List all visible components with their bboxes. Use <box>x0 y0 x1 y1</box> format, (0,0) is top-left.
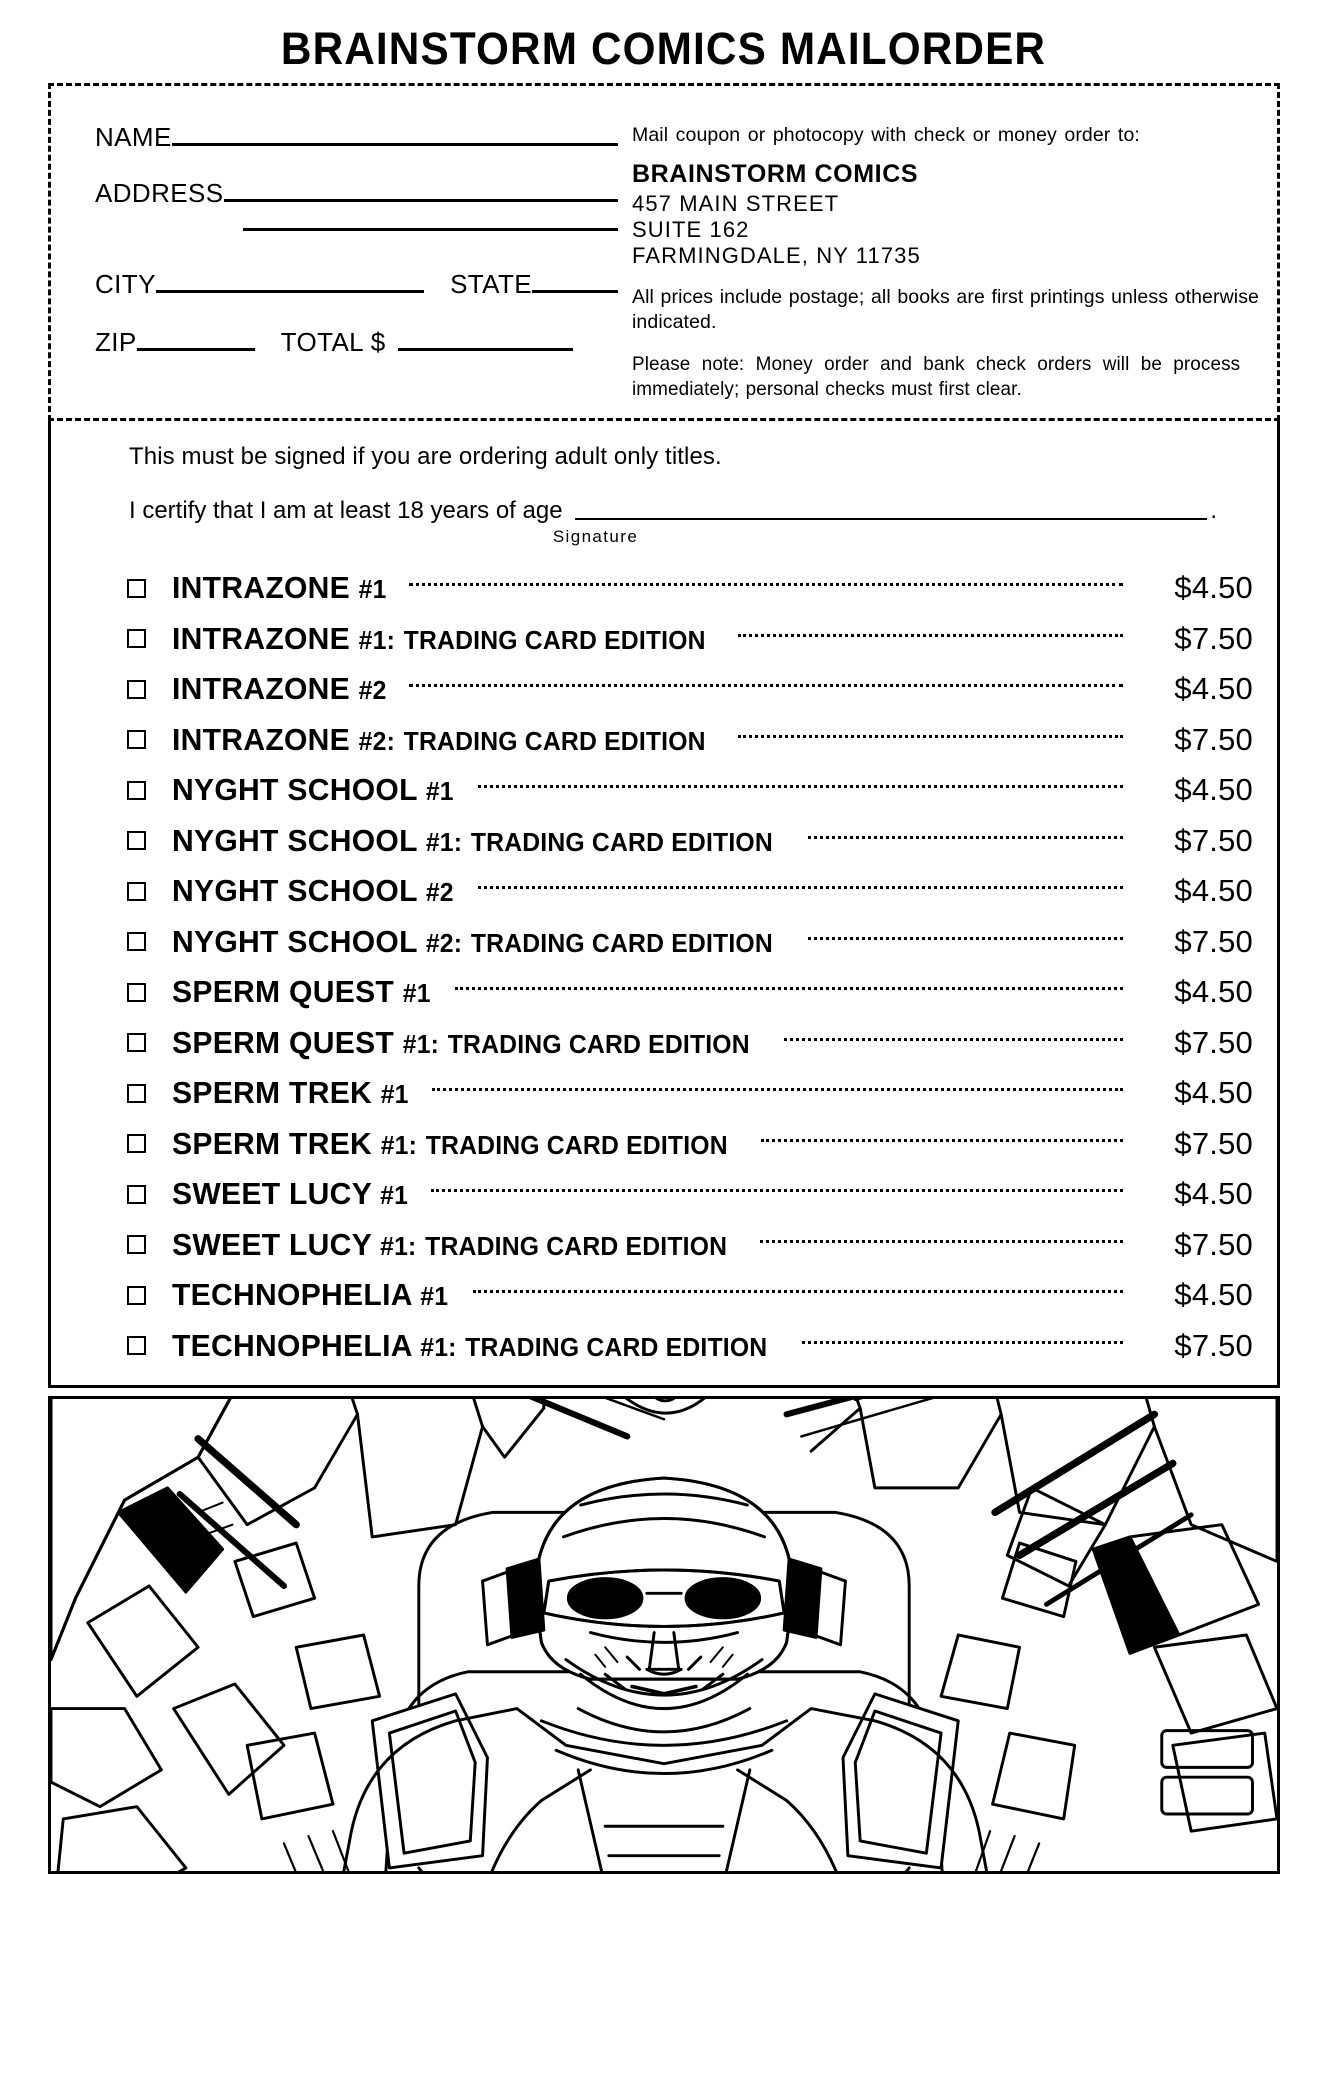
product-checkbox[interactable] <box>127 983 146 1002</box>
product-price: $4.50 <box>1174 1277 1253 1313</box>
product-issue: #1 <box>420 1283 449 1312</box>
product-checkbox[interactable] <box>127 831 146 850</box>
product-issue: #2 <box>425 879 454 908</box>
product-issue: #1: <box>402 1030 440 1059</box>
product-row[interactable] <box>127 1321 1253 1372</box>
product-title <box>172 1227 727 1263</box>
price-leader <box>760 1240 1123 1243</box>
product-checkbox[interactable] <box>127 1286 146 1305</box>
product-title <box>172 1277 448 1313</box>
product-row[interactable] <box>127 1220 1253 1271</box>
address-label: ADDRESS <box>95 178 224 208</box>
mailorder-page <box>0 23 1327 2074</box>
price-leader <box>761 1139 1123 1142</box>
order-body <box>48 421 1280 1388</box>
field-zip-total[interactable] <box>95 329 618 355</box>
address-line-1: 457 MAIN STREET <box>632 191 840 217</box>
product-price: $4.50 <box>1174 570 1253 606</box>
product-title <box>172 722 706 758</box>
city-label: CITY <box>95 269 156 299</box>
product-price: $7.50 <box>1174 1024 1253 1060</box>
pilot-cockpit-illustration <box>51 1399 1277 1871</box>
product-edition: TRADING CARD EDITION <box>470 929 773 958</box>
product-checkbox[interactable] <box>127 629 146 648</box>
product-title <box>172 621 706 657</box>
product-title <box>172 1126 728 1162</box>
field-address[interactable] <box>95 180 618 206</box>
product-issue: #2: <box>425 929 463 958</box>
price-leader <box>432 1088 1123 1091</box>
product-checkbox[interactable] <box>127 1084 146 1103</box>
product-edition: TRADING CARD EDITION <box>425 1131 728 1160</box>
name-label: NAME <box>95 122 172 152</box>
product-edition: TRADING CARD EDITION <box>465 1333 768 1362</box>
city-input-rule[interactable] <box>156 290 424 293</box>
signature-label: Signature <box>552 527 639 546</box>
field-address-line2[interactable] <box>95 228 618 235</box>
state-input-rule[interactable] <box>532 290 618 293</box>
address2-input-rule[interactable] <box>243 228 618 231</box>
price-leader <box>431 1189 1123 1192</box>
product-name: SWEET LUCY <box>172 1176 372 1212</box>
product-checkbox[interactable] <box>127 882 146 901</box>
product-checkbox[interactable] <box>127 1336 146 1355</box>
product-price: $7.50 <box>1174 822 1253 858</box>
product-price: $7.50 <box>1174 923 1253 959</box>
address-input-rule[interactable] <box>224 199 619 202</box>
product-issue: #1 <box>380 1182 409 1211</box>
comic-artwork-panel <box>48 1396 1280 1874</box>
product-title <box>172 873 454 909</box>
product-name: NYGHT SCHOOL <box>172 923 418 959</box>
product-row[interactable] <box>127 664 1253 715</box>
product-name: NYGHT SCHOOL <box>172 822 418 858</box>
certification-period: . <box>1210 497 1217 524</box>
state-label: STATE <box>450 269 532 299</box>
product-issue: #1 <box>380 1081 409 1110</box>
product-row[interactable] <box>127 1068 1253 1119</box>
price-leader <box>738 634 1123 637</box>
company-name: BRAINSTORM COMICS <box>632 160 919 189</box>
price-leader <box>478 785 1123 788</box>
price-leader <box>409 583 1123 586</box>
product-name: SPERM TREK <box>172 1125 373 1161</box>
product-name: TECHNOPHELIA <box>172 1277 412 1313</box>
order-coupon <box>48 83 1280 421</box>
signature-input-rule[interactable] <box>575 518 1208 520</box>
product-name: INTRAZONE <box>172 570 351 606</box>
product-row[interactable] <box>127 866 1253 917</box>
product-issue: #1: <box>420 1333 457 1362</box>
product-price: $7.50 <box>1174 1125 1253 1161</box>
product-row[interactable] <box>127 1119 1253 1170</box>
zip-label: ZIP <box>95 327 137 357</box>
product-title <box>172 974 431 1010</box>
product-row[interactable] <box>127 563 1253 614</box>
product-checkbox[interactable] <box>127 1033 146 1052</box>
coupon-fields <box>73 110 618 408</box>
product-title <box>172 570 387 606</box>
product-name: SPERM TREK <box>172 1075 373 1111</box>
price-leader <box>738 735 1123 738</box>
product-price: $4.50 <box>1174 1075 1253 1111</box>
product-checkbox[interactable] <box>127 680 146 699</box>
mail-instruction: Mail coupon or photocopy with check or money order to: <box>632 124 1140 146</box>
product-price: $4.50 <box>1174 772 1253 808</box>
product-edition: TRADING CARD EDITION <box>470 828 773 857</box>
total-input-rule[interactable] <box>398 348 573 351</box>
product-price: $7.50 <box>1174 620 1253 656</box>
product-row[interactable] <box>127 1270 1253 1321</box>
product-row[interactable] <box>127 1169 1253 1220</box>
field-name[interactable] <box>95 124 618 150</box>
price-leader <box>409 684 1123 687</box>
product-checkbox[interactable] <box>127 1235 146 1254</box>
price-leader <box>473 1290 1123 1293</box>
price-leader <box>784 1038 1123 1041</box>
product-row[interactable] <box>127 917 1253 968</box>
price-leader <box>808 937 1124 940</box>
product-checkbox[interactable] <box>127 932 146 951</box>
product-name: INTRAZONE <box>172 721 351 757</box>
product-title <box>172 1176 408 1212</box>
mailing-info <box>618 110 1259 408</box>
product-row[interactable] <box>127 614 1253 665</box>
product-row[interactable] <box>127 967 1253 1018</box>
product-checkbox[interactable] <box>127 1185 146 1204</box>
product-edition: TRADING CARD EDITION <box>403 626 706 655</box>
product-name: NYGHT SCHOOL <box>172 772 418 808</box>
product-checkbox[interactable] <box>127 1134 146 1153</box>
price-leader <box>455 987 1123 990</box>
product-price: $7.50 <box>1174 1226 1253 1262</box>
product-issue: #1: <box>380 1131 418 1160</box>
certification-statement <box>129 497 1277 525</box>
product-title <box>172 772 454 808</box>
product-edition: TRADING CARD EDITION <box>447 1030 750 1059</box>
product-title <box>172 1025 750 1061</box>
product-title <box>172 1075 409 1111</box>
product-name: INTRAZONE <box>172 671 351 707</box>
product-checkbox[interactable] <box>127 730 146 749</box>
product-issue: #1: <box>380 1232 417 1261</box>
product-price: $7.50 <box>1174 721 1253 757</box>
price-leader <box>478 886 1123 889</box>
product-price: $4.50 <box>1174 1176 1253 1212</box>
address-line-2: SUITE 162 <box>632 217 750 243</box>
product-name: SPERM QUEST <box>172 1024 395 1060</box>
product-list <box>51 553 1277 1385</box>
product-issue: #1: <box>358 626 396 655</box>
product-issue: #1 <box>425 778 454 807</box>
product-row[interactable] <box>127 715 1253 766</box>
product-row[interactable] <box>127 765 1253 816</box>
product-title <box>172 924 773 960</box>
certification-section <box>51 421 1277 553</box>
product-title <box>172 823 773 859</box>
product-row[interactable] <box>127 816 1253 867</box>
zip-input-rule[interactable] <box>137 348 255 351</box>
product-checkbox[interactable] <box>127 781 146 800</box>
price-leader <box>802 1341 1123 1344</box>
product-name: SWEET LUCY <box>172 1226 372 1262</box>
name-input-rule[interactable] <box>172 143 618 146</box>
product-name: INTRAZONE <box>172 620 351 656</box>
product-issue: #1 <box>358 576 387 605</box>
product-price: $4.50 <box>1174 671 1253 707</box>
note-payment: Please note: Money order and bank check orders will be process immediately; personal checks must first clear. <box>632 352 1241 401</box>
product-issue: #2 <box>358 677 387 706</box>
product-issue: #1: <box>425 828 463 857</box>
product-price: $7.50 <box>1174 1327 1253 1363</box>
product-checkbox[interactable] <box>127 579 146 598</box>
product-name: SPERM QUEST <box>172 974 395 1010</box>
product-edition: TRADING CARD EDITION <box>403 727 706 756</box>
product-issue: #2: <box>358 727 396 756</box>
field-city-state[interactable] <box>95 271 618 297</box>
certification-text: I certify that I am at least 18 years of age <box>129 497 563 524</box>
product-row[interactable] <box>127 1018 1253 1069</box>
note-prices: All prices include postage; all books are first printings unless otherwise indicated. <box>632 285 1259 334</box>
address-line-3: FARMINGDALE, NY 11735 <box>632 243 921 269</box>
product-title <box>172 671 387 707</box>
product-title <box>172 1328 767 1364</box>
product-name: TECHNOPHELIA <box>172 1327 412 1363</box>
product-price: $4.50 <box>1174 873 1253 909</box>
product-edition: TRADING CARD EDITION <box>425 1232 728 1261</box>
total-label: TOTAL $ <box>280 327 386 357</box>
product-issue: #1 <box>402 980 431 1009</box>
price-leader <box>808 836 1124 839</box>
product-name: NYGHT SCHOOL <box>172 873 418 909</box>
product-price: $4.50 <box>1174 974 1253 1010</box>
certification-notice: This must be signed if you are ordering adult only titles. <box>129 443 722 470</box>
page-title: BRAINSTORM COMICS MAILORDER <box>280 23 1047 74</box>
